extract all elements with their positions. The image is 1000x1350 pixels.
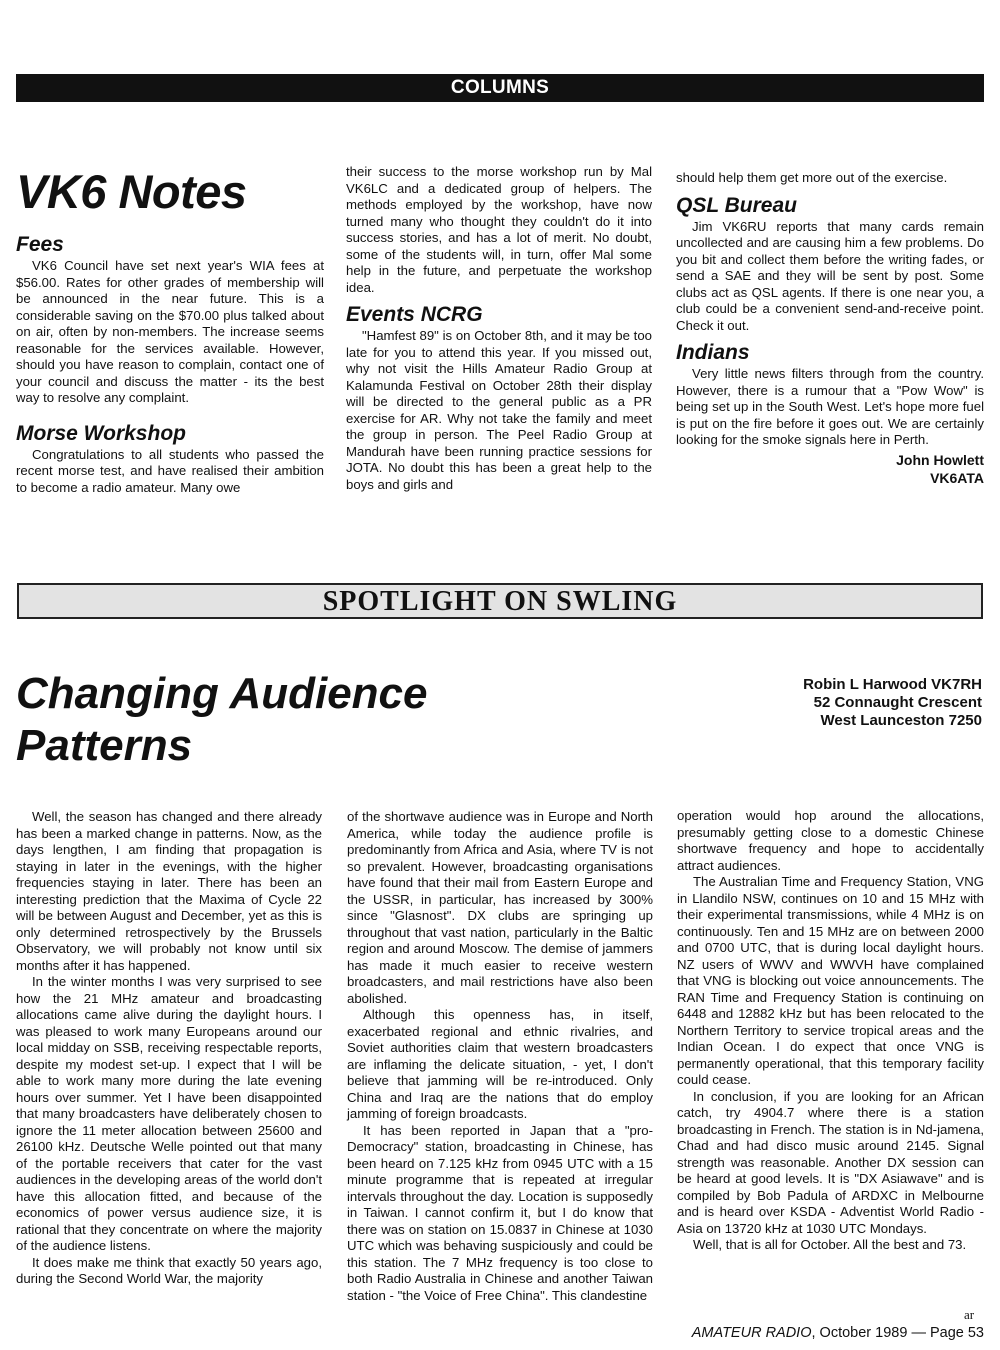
article-paragraph: The Australian Time and Frequency Station, VNG in Llandilo NSW, continues on 10 and 15 MHz with their experimental transmissions, while 4 MHz is on continuously. Ten and 15 MHz are on between 2000 and 0700 UTC, that is during local daylight hours. NZ users of WWV and WWVH have complained that VNG is blocking out voice announcements. The RAN Time and Frequency Station is continuing on 6448 and 12882 kHz but has been relocated to the Northern Territory to service tropical areas and the Indian Ocean. I do expect that once VNG is permanently operational, that this temporary facility could cease. — [677, 874, 984, 1087]
columns-section-bar — [16, 74, 984, 102]
article-paragraph: Although this openness has, in itself, exacerbated regional and ethnic rivalries, and Soviet authorities claim that western broadcasters are inflaming the delicate situation, - yet, I don't believe that jamming will be re-introduced. Only China and Iraq are the nations that do employ jamming of foreign broadcasts. — [347, 1007, 653, 1121]
morse-workshop-heading: Morse Workshop — [16, 421, 186, 445]
author-block — [803, 676, 982, 730]
author-street: 52 Connaught Crescent — [813, 694, 982, 711]
fees-heading: Fees — [16, 233, 64, 256]
article-title: Changing Audience Patterns — [16, 669, 428, 770]
article-column-1 — [16, 809, 322, 1288]
qsl-bureau-text: Jim VK6RU reports that many cards remain uncollected and are causing him a few problems. Do you bit and collect them before the writing fades, or send a SAE and they will be sent by post. Some clubs act as QSL agents. If there is one near you, a club could be a convenient send-and-receive point. Check it out. — [676, 218, 984, 333]
author-name: Robin L Harwood VK7RH — [803, 676, 982, 693]
indians-heading: Indians — [676, 341, 750, 364]
article-paragraph: It does make me think that exactly 50 years ago, during the Second World War, the majority — [16, 1254, 322, 1286]
columns-section-label: COLUMNS — [450, 77, 550, 98]
footer-issue: , October 1989 — Page 53 — [811, 1325, 984, 1341]
vk6-column-2 — [346, 164, 652, 493]
indians-text: Very little news filters through from the country. However, there is a rumour that a "Pow Wow" is being set up in the South West. Let's hope more fuel is put on the fire before it goes out. We are certainly looking for the smoke signals here in Perth. — [676, 366, 984, 447]
article-paragraph: It has been reported in Japan that a "pro-Democracy" station, broadcasting in Chinese, has been heard on 7.125 kHz from 0945 UTC with a 15 minute programme that is repeated at irregular intervals throughout the day. Location is supposedly in Taiwan. I cannot confirm it, but I do know that there was on station on 15.0837 in Chinese at 1030 UTC which was behaving suspiciously and could be this station. The 7 MHz frequency is too close to both Radio Australia in Chinese and another Taiwan station - "the Voice of Free China". This clandestine — [347, 1122, 653, 1303]
events-ncrg-text: "Hamfest 89" is on October 8th, and it may be too late for you to attend this year. If you missed out, why not visit the Hills Amateur Radio Group at Kalamunda Festival on October 28th their display will be directed to the general public as a PR exercise for AR. Why not take the family and meet the group in person. The Peel Radio Group at Mandurah have been running practice sessions for JOTA. No doubt this has been a great help to the boys and girls and — [346, 328, 652, 492]
article-column-2 — [347, 809, 653, 1304]
page-footer — [692, 1325, 984, 1341]
signature-callsign: VK6ATA — [930, 469, 984, 486]
article-paragraph: Well, that is all for October. All the best and 73. — [693, 1237, 967, 1252]
author-city: West Launceston 7250 — [820, 712, 982, 729]
article-paragraph: of the shortwave audience was in Europe and North America, while today the audience profile is predominantly from Africa and Asia, where TV is not so prevalent. However, broadcasting organisations have found that their mail from Eastern Europe and the USSR, in particular, has increased by 300% since "Glasnost". DX clubs are springing up throughout that vast nation, particularly in the Baltic region and around Moscow. The demise of jammers has made it much easier to receive western broadcasters, and mail restrictions have also been abolished. — [347, 809, 653, 1006]
qsl-bureau-heading: QSL Bureau — [676, 193, 797, 217]
article-paragraph: In the winter months I was very surprised to see how the 21 MHz amateur and broadcasting allocations came alive during the daylight hours. I was pleased to work many Europeans around our local midday on SSB, receiving respectable reports, despite my modest set-up. I expect that I will be able to work many more during the late evening hours over summer. Yet I have been disappointed that many broadcasters have deliberately chosen to ignore the 11 meter allocation between 25600 and 26100 kHz. Deutsche Welle pointed out that many of the portable receivers that cater for the vast audiences in the developing areas of the world don't have this allocation fitted, and because of the economics of power versus audience size, it is rational that they concentrate on where the majority of the audience listens. — [16, 974, 322, 1253]
fees-text: VK6 Council have set next year's WIA fees at $56.00. Rates for other grades of membership will be announced in the near future. This is a considerable saving on the $70.00 plus talked about on air, often by non-members. The increase seems reasonable for the services available. However, should you have reason to complain, contact one of your council and discuss the matter - its the best way to resolve any complaint. — [16, 258, 324, 405]
article-column-3 — [677, 808, 984, 1254]
vk6-column-1 — [16, 230, 324, 496]
footer-magazine: AMATEUR RADIO — [691, 1325, 812, 1341]
morse-workshop-text: Congratulations to all students who passed the recent morse test, and have realised their ambition to become a radio amateur. Many owe — [16, 446, 324, 495]
article-paragraph: operation would hop around the allocations, presumably getting close to a domestic Chinese shortwave frequency and hope to accidentally attract audiences. — [677, 808, 984, 873]
vk6-column-3 — [676, 170, 984, 487]
article-paragraph: In conclusion, if you are looking for an African catch, try 4904.7 where there is a station broadcasting in French. The station is in Nd-jamena, Chad and had disco music around 2145. Signal strength was reasonable. Another DX session can be heard at good levels. It is "DX Asiawave" and is compiled by Bob Padula of ARDXC in Melbourne and is heard over KSDA - Adventist World Radio - Asia on 13720 kHz at 1030 UTC Mondays. — [677, 1088, 984, 1236]
article-end-mark: ar — [964, 1307, 975, 1322]
vk6-notes-title: VK6 Notes — [16, 165, 247, 218]
signature-name: John Howlett — [896, 451, 984, 468]
events-ncrg-text-cont: should help them get more out of the exercise. — [676, 170, 948, 185]
spotlight-banner-label: SPOTLIGHT ON SWLING — [322, 586, 678, 617]
events-ncrg-heading: Events NCRG — [346, 303, 483, 326]
morse-workshop-text-cont: their success to the morse workshop run by Mal VK6LC and a dedicated group of helpers. The methods employed by the workshop, have now turned many who thought they couldn't do it into success stories, and has a lot of merit. No doubt, some of the students will, in turn, offer Mal some help in the future, and perpetuate the workshop idea. — [346, 164, 652, 295]
spotlight-banner — [17, 583, 983, 619]
article-paragraph: Well, the season has changed and there already has been a marked change in patterns. Now, as the days lengthen, I am finding that propagation is staying in later in the evenings, with the higher frequencies staying in later. There has been an interesting prediction that the Maxima of Cycle 22 will be between August and December, yet as this is only determined retrospectively by the Brussels Observatory, we will probably not know until six months after it has happened. — [16, 809, 322, 973]
